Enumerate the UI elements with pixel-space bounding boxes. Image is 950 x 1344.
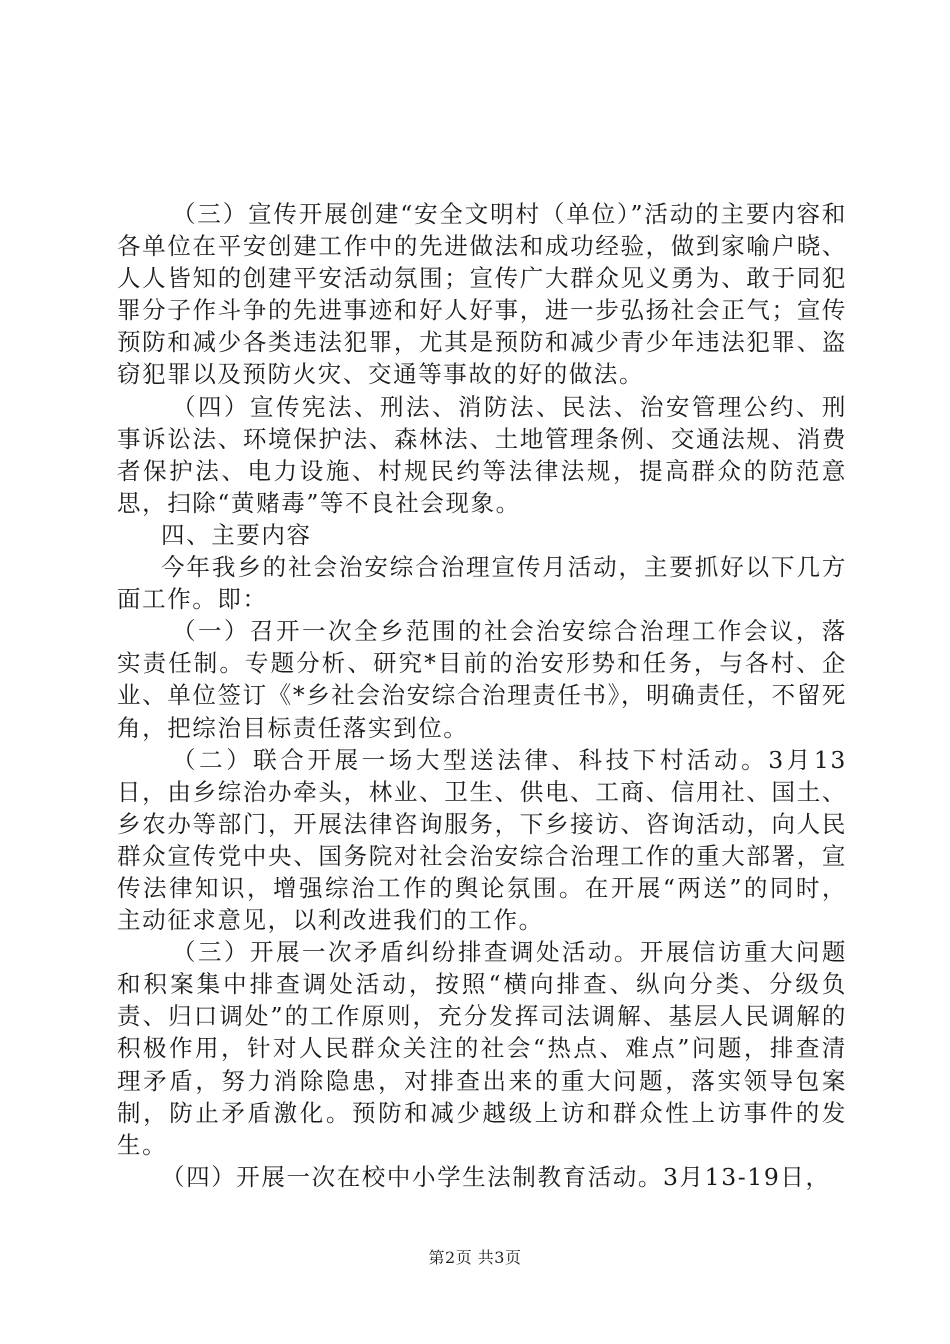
paragraph-publicity-item-4: （四）宣传宪法、刑法、消防法、民法、治安管理公约、刑事诉讼法、环境保护法、森林法、土地管理条例、交通法规、消费者保护法、电力设施、村规民约等法律法规，提高群众的防范意思，扫除“黄赌毒”等不良社会现象。 (117, 392, 847, 517)
section-heading-main-content: 四、主要内容 (161, 520, 312, 549)
paragraph-task-2: （二）联合开展一场大型送法律、科技下村活动。3月13日，由乡综治办牵头，林业、卫生、供电、工商、信用社、国土、乡农办等部门，开展法律咨询服务，下乡接访、咨询活动，向人民群众宣传党中央、国务院对社会治安综合治理工作的重大部署，宣传法律知识，增强综治工作的舆论氛围。在开展“两送”的同时，主动征求意见，以利改进我们的工作。 (117, 745, 847, 935)
paragraph-task-1: （一）召开一次全乡范围的社会治安综合治理工作会议，落实责任制。专题分析、研究*目前的治安形势和任务，与各村、企业、单位签订《*乡社会治安综合治理责任书》，明确责任，不留死角，把综治目标责任落实到位。 (117, 617, 847, 742)
paragraph-intro: 今年我乡的社会治安综合治理宣传月活动，主要抓好以下几方面工作。即： (117, 553, 847, 614)
paragraph-publicity-item-3: （三）宣传开展创建“安全文明村（单位）”活动的主要内容和各单位在平安创建工作中的先进做法和成功经验，做到家喻户晓、人人皆知的创建平安活动氛围；宣传广大群众见义勇为、敢于同犯罪分子作斗争的先进事迹和好人好事，进一步弘扬社会正气；宣传预防和减少各类违法犯罪，尤其是预防和减少青少年违法犯罪、盗窃犯罪以及预防火灾、交通等事故的好的做法。 (117, 200, 847, 389)
paragraph-task-4: （四）开展一次在校中小学生法制教育活动。3月13-19日， (161, 1162, 831, 1191)
paragraph-task-3: （三）开展一次矛盾纠纷排查调处活动。开展信访重大问题和积案集中排查调处活动，按照“横向排查、纵向分类、分级负责、归口调处”的工作原则，充分发挥司法调解、基层人民调解的积极作用，针对人民群众关注的社会“热点、难点”问题，排查清理矛盾，努力消除隐患，对排查出来的重大问题，落实领导包案制，防止矛盾激化。预防和减少越级上访和群众性上访事件的发生。 (117, 938, 847, 1159)
page-number-footer: 第2页 共3页 (428, 1248, 522, 1267)
document-body (117, 198, 847, 1193)
